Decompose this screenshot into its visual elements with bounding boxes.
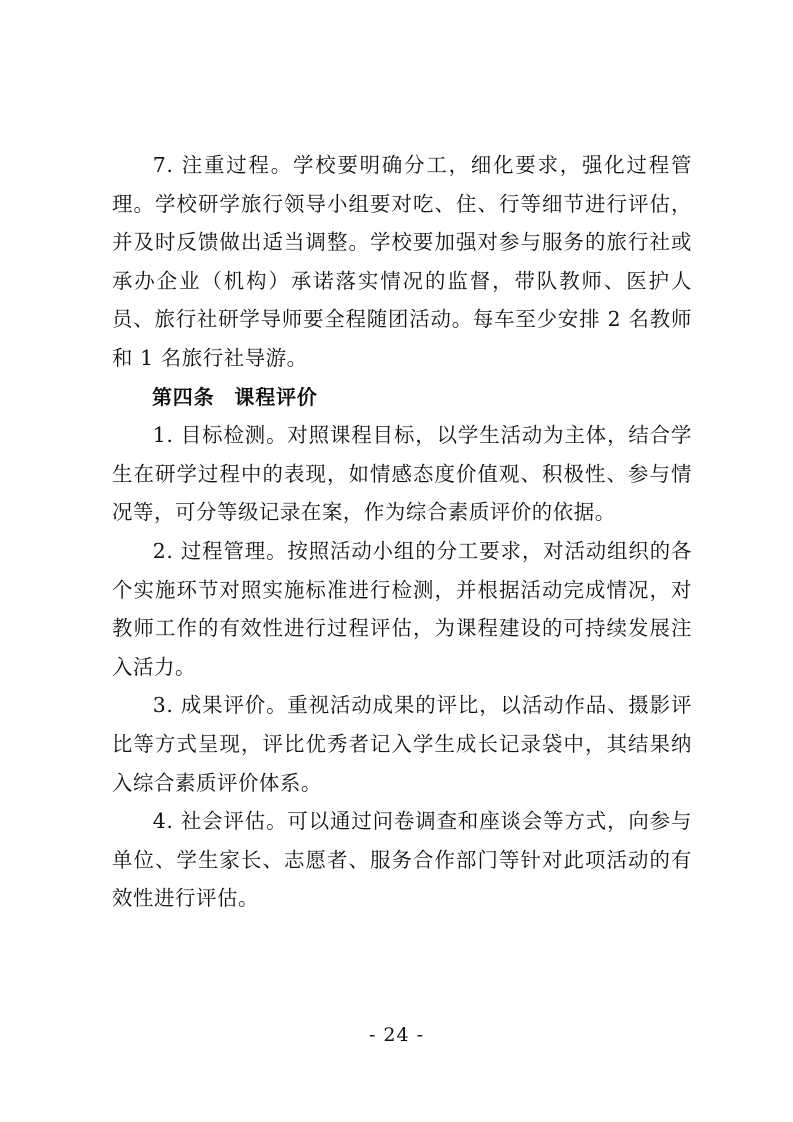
- paragraph-social-evaluation: 4. 社会评估。可以通过问卷调查和座谈会等方式，向参与单位、学生家长、志愿者、服务合作部门等针对此项活动的有效性进行评估。: [112, 809, 692, 911]
- paragraph-result-evaluation: 3. 成果评价。重视活动成果的评比，以活动作品、摄影评比等方式呈现，评比优秀者记入学生成长记录袋中，其结果纳入综合素质评价体系。: [112, 693, 692, 795]
- page-number: - 24 -: [368, 1024, 425, 1046]
- section-heading: [112, 378, 692, 417]
- paragraph-goal-check: 1. 目标检测。对照课程目标，以学生活动为主体，结合学生在研学过程中的表现，如情感态度价值观、积极性、参与情况等，可分等级记录在案，作为综合素质评价的依据。: [112, 423, 692, 525]
- paragraph-process-management: 2. 过程管理。按照活动小组的分工要求，对活动组织的各个实施环节对照实施标准进行检测，并根据活动完成情况，对教师工作的有效性进行过程评估，为课程建设的可持续发展注入活力。: [112, 538, 692, 679]
- section-title: 课程评价: [234, 384, 318, 409]
- section-number: 第四条: [152, 384, 215, 409]
- paragraph-item-7: 7. 注重过程。学校要明确分工，细化要求，强化过程管理。学校研学旅行领导小组要对吃、住、行等细节进行评估，并及时反馈做出适当调整。学校要加强对参与服务的旅行社或承办企业（机构）承诺落实情况的监督，带队教师、医护人员、旅行社研学导师要全程随团活动。每车至少安排 2 名教师和 1 名旅行社导游。: [112, 153, 692, 370]
- document-body: [112, 146, 692, 918]
